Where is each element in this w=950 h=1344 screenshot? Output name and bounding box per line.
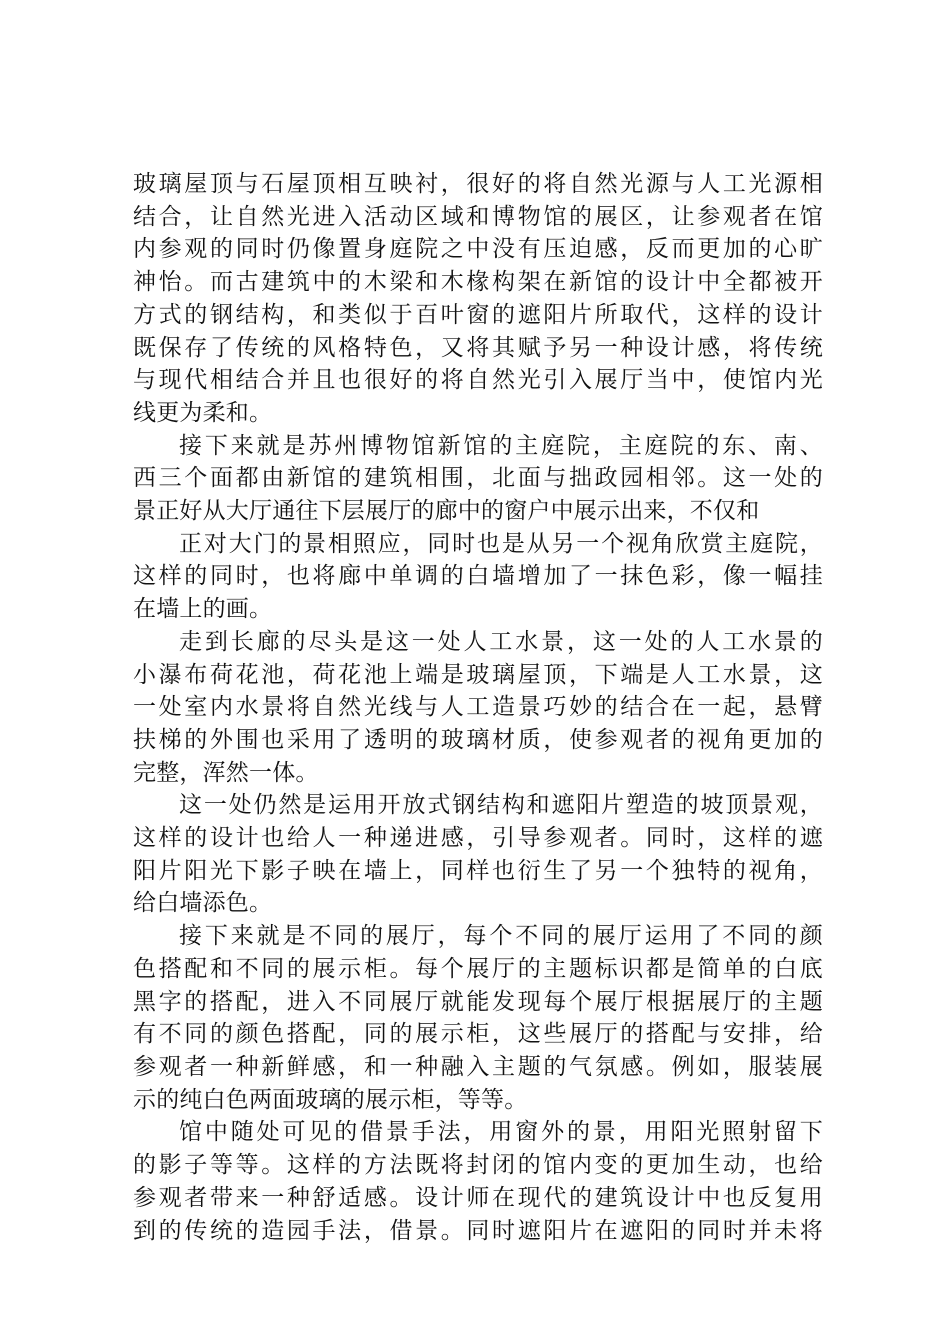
text-line: 有不同的颜色搭配，同的展示柜，这些展厅的搭配与安排，给: [133, 1021, 823, 1048]
text-line: 参观者一种新鲜感，和一种融入主题的气氛感。例如，服装展: [133, 1053, 823, 1080]
text-line: 的影子等等。这样的方法既将封闭的馆内变的更加生动，也给: [133, 1152, 823, 1179]
paragraph: [133, 789, 823, 920]
paragraph: [133, 168, 823, 430]
text-line: 在墙上的画。: [133, 596, 273, 623]
text-line: 神怡。而古建筑中的木梁和木椽构架在新馆的设计中全都被开: [133, 269, 823, 296]
text-line: 色搭配和不同的展示柜。每个展厅的主题标识都是简单的白底: [133, 955, 823, 982]
paragraph: [133, 528, 823, 626]
text-line: 黑字的搭配，进入不同展厅就能发现每个展厅根据展厅的主题: [133, 988, 823, 1015]
text-line: 既保存了传统的风格特色，又将其赋予另一种设计感，将传统: [133, 334, 823, 361]
text-line: 馆中随处可见的借景手法，用窗外的景，用阳光照射留下: [179, 1119, 823, 1146]
text-line: 接下来就是不同的展厅，每个不同的展厅运用了不同的颜: [179, 923, 823, 950]
text-line: 扶梯的外围也采用了透明的玻璃材质，使参观者的视角更加的: [133, 726, 823, 753]
text-line: 西三个面都由新馆的建筑相围，北面与拙政园相邻。这一处的: [133, 465, 823, 492]
document-body: [133, 168, 823, 1247]
text-line: 结合，让自然光进入活动区域和博物馆的展区，让参观者在馆: [133, 203, 823, 230]
text-line: 完整，浑然一体。: [133, 759, 319, 786]
text-line: 正对大门的景相照应，同时也是从另一个视角欣赏主庭院，: [179, 530, 823, 557]
text-line: 内参观的同时仍像置身庭院之中没有压迫感，反而更加的心旷: [133, 236, 823, 263]
paragraph: [133, 920, 823, 1116]
text-line: 这样的同时，也将廊中单调的白墙增加了一抹色彩，像一幅挂: [133, 563, 823, 590]
paragraph: [133, 1116, 823, 1247]
text-line: 玻璃屋顶与石屋顶相互映衬，很好的将自然光源与人工光源相: [133, 171, 823, 197]
text-line: 线更为柔和。: [133, 399, 273, 426]
text-line: 阳片阳光下影子映在墙上，同样也衍生了另一个独特的视角，: [133, 857, 823, 884]
paragraph: [133, 430, 823, 528]
text-line: 给白墙添色。: [133, 890, 273, 917]
text-line: 一处室内水景将自然光线与人工造景巧妙的结合在一起，悬臂: [133, 694, 823, 721]
text-line: 方式的钢结构，和类似于百叶窗的遮阳片所取代，这样的设计: [133, 301, 823, 328]
text-line: 与现代相结合并且也很好的将自然光引入展厅当中，使馆内光: [133, 367, 823, 394]
text-line: 小瀑布荷花池，荷花池上端是玻璃屋顶，下端是人工水景，这: [133, 661, 823, 688]
text-line: 接下来就是苏州博物馆新馆的主庭院，主庭院的东、南、: [179, 432, 823, 459]
text-line: 参观者带来一种舒适感。设计师在现代的建筑设计中也反复用: [133, 1184, 823, 1211]
text-line: 示的纯白色两面玻璃的展示柜，等等。: [133, 1086, 528, 1113]
paragraph: [133, 626, 823, 790]
text-line: 到的传统的造园手法，借景。同时遮阳片在遮阳的同时并未将: [133, 1217, 823, 1244]
text-line: 这样的设计也给人一种递进感，引导参观者。同时，这样的遮: [133, 825, 823, 852]
text-line: 走到长廊的尽头是这一处人工水景，这一处的人工水景的: [179, 628, 823, 655]
text-line: 景正好从大厅通往下层展厅的廊中的窗户中展示出来，不仅和: [133, 498, 760, 525]
text-line: 这一处仍然是运用开放式钢结构和遮阳片塑造的坡顶景观，: [179, 792, 823, 819]
